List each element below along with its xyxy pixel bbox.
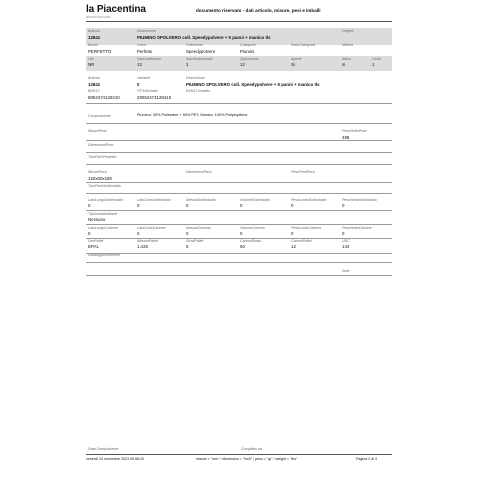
carton-value-4: 0 (240, 231, 243, 236)
variant-article-code: 12841 (88, 82, 101, 87)
carton-label-4: VolumeCartone (240, 226, 265, 230)
label-ean-imballo: EAN13 Imballo (186, 89, 210, 93)
label-attivo: Attivo (342, 57, 351, 61)
pack-rule-2 (86, 193, 392, 194)
value-listini: 1 (372, 62, 375, 67)
label-articolo: Articolo (88, 29, 100, 33)
brand-logo: la Piacentina (86, 4, 146, 15)
value-collezione: Speedypolvere (186, 49, 216, 54)
subpack-label-3: AltezzaSottImballo (186, 198, 216, 202)
units-note: misure = "mm" / dimension = "inch" / peso = "gr" / weight = "lbs" (196, 457, 298, 461)
pallet-value-2: 1.425 (137, 244, 148, 249)
subpack-value-3: 0 (186, 203, 189, 208)
value-barcode: 8052474128410 (88, 95, 120, 100)
pallet-label-4: CartoniStrato (240, 239, 262, 243)
value-tipo-imballo-master: Nessuno (88, 217, 106, 222)
value-categoria: Piumini (240, 49, 255, 54)
pallet-label-5: CartoniPallet (291, 239, 312, 243)
label-compilato-da: Compilato da (241, 447, 263, 451)
carton-value-5: 0 (291, 231, 294, 236)
label-qta-cartone: QtaCartone (240, 57, 259, 61)
label-market: Market (342, 43, 353, 47)
label-tipo-imballo-master: TipoImballoMaster (88, 212, 118, 216)
label-linea: Linea (137, 43, 146, 47)
value-qta-confezione: 12 (137, 62, 142, 67)
label-collezione: Collezione (186, 43, 203, 47)
pack-rule-1 (86, 182, 392, 183)
label-dimensioni-pack: DimensioniPack (186, 170, 212, 174)
composition-rule (86, 123, 392, 124)
page-number: Pagina 2 di 3 (356, 457, 377, 461)
pallet-label-1: DesPallet (88, 239, 104, 243)
pallet-value-5: 12 (291, 244, 296, 249)
label-sottocategoria: SottoCategoria (291, 43, 315, 47)
print-timestamp: venerdì 24 novembre 2023 09:56:20 (86, 457, 144, 461)
pallet-value-4: 60 (240, 244, 245, 249)
pallet-value-1: EPAL (88, 244, 99, 249)
value-misure-pack: 120x60x180 (88, 176, 112, 181)
subpack-label-4: VolumeSottImballo (240, 198, 271, 202)
variant-code: 0 (137, 82, 140, 87)
subpack-value-4: 0 (240, 203, 243, 208)
pallet-rule (86, 253, 392, 254)
document-title: documento riservato - dati articolo, misure, pesi e imballi (196, 8, 321, 13)
value-linea: Perfetto (137, 49, 153, 54)
label-peso-prod-pack: PesoProdPack (291, 170, 315, 174)
label-variant-articolo: Articolo (88, 76, 100, 80)
carton-label-6: PesoNettoCartone (342, 226, 372, 230)
value-peso-netto-prod: 488 (342, 135, 350, 140)
label-data-aggiornamento: DataAggiornamento (88, 253, 120, 257)
label-misure-pack: MisurePack (88, 170, 107, 174)
carton-value-6: 0 (342, 231, 345, 236)
label-origine: Origine (342, 29, 354, 33)
carton-label-2: LatoCortoCartone (137, 226, 166, 230)
label-dimensioni-prod: DimensioniProd (88, 143, 114, 147)
value-brand: PERFETTO (88, 49, 112, 54)
label-composizione: Composizione (88, 114, 111, 118)
label-note: Note (342, 269, 350, 273)
subpack-label-5: PesoLordoSottImballo (291, 198, 327, 202)
label-itf-imballo: ITF14Imballo (137, 89, 158, 93)
footer-rule (86, 454, 392, 455)
value-aperte: Si (291, 62, 295, 67)
label-variante: Variante (137, 76, 151, 80)
carton-label-5: PesoLordoCartone (291, 226, 322, 230)
pallet-label-6: UDC (342, 239, 350, 243)
variant-description: PIUMINO SPOLVERO coll. Speedypolvere + 5 panni + manico tls (186, 82, 320, 87)
label-tipo-pack-sottimballo: TipoPackSottImballo (88, 184, 121, 188)
carton-label-3: AltezzaCartone (186, 226, 211, 230)
product-rule-3 (86, 164, 392, 165)
label-categoria: Categoria (240, 43, 256, 47)
carton-value-3: 0 (186, 231, 189, 236)
label-peso-netto-prod: PesoNettoProd (342, 129, 367, 133)
article-code: 12841 (88, 35, 101, 40)
label-num-sottoimballi: NumSottoImballi (186, 57, 213, 61)
subpack-rule-1 (86, 210, 392, 211)
label-listini: Listini (372, 57, 382, 61)
pallet-label-2: AltezzaPallet (137, 239, 158, 243)
subpack-label-1: LatoLungoSottImballo (88, 198, 123, 202)
subpack-value-5: 0 (291, 203, 294, 208)
value-num-sottoimballi: 1 (186, 62, 189, 67)
pallet-value-6: 144 (342, 244, 350, 249)
subpack-value-1: 0 (88, 203, 91, 208)
label-barcode: BAR13 (88, 89, 100, 93)
subpack-label-2: LatoCortoSottImballo (137, 198, 171, 202)
carton-label-1: LatoLungoCartone (88, 226, 118, 230)
label-um: UM (88, 57, 94, 61)
subpack-value-6: 0 (342, 203, 345, 208)
subpack-rule-2 (86, 224, 392, 225)
value-itf-imballo: 28052474128410 (137, 95, 172, 100)
label-misure-prod: MisureProd (88, 129, 107, 133)
variant-rule (86, 103, 392, 104)
label-qta-confezione: QtaConfezione (137, 57, 161, 61)
value-qta-cartone: 12 (240, 62, 245, 67)
note-rule (86, 275, 392, 276)
aggiornamento-rule (86, 262, 392, 263)
carton-value-1: 0 (88, 231, 91, 236)
header-rule (86, 21, 392, 22)
product-rule-2 (86, 152, 392, 153)
label-data-compilazione: Data Compilazione (88, 447, 119, 451)
label-variant-descrizione: Descrizione (186, 76, 205, 80)
label-tipo-pack-prodotto: TipoPackProdotto (88, 155, 117, 159)
carton-value-2: 0 (137, 231, 140, 236)
article-description: PIUMINO SPOLVERO coll. Speedypolvere + 5 panni + manico tls (137, 35, 271, 40)
value-um: NR (88, 62, 95, 67)
label-aperte: Aperte (291, 57, 302, 61)
pallet-label-3: StratiPallet (186, 239, 204, 243)
label-brand: Brand (88, 43, 98, 47)
pallet-value-3: 5 (186, 244, 189, 249)
value-composizione: Piumino: 30% Poliestere + 50% PET; Manico: 100% Polipropilene (137, 113, 248, 117)
value-attivo: si (342, 62, 346, 67)
label-descrizione: Descrizione (137, 29, 156, 33)
subpack-label-6: PesoNettoSottImballo (342, 198, 377, 202)
brand-tagline: ARTICOLI DA PULIZIA (86, 16, 111, 19)
subpack-value-2: 0 (137, 203, 140, 208)
product-rule-1 (86, 140, 392, 141)
